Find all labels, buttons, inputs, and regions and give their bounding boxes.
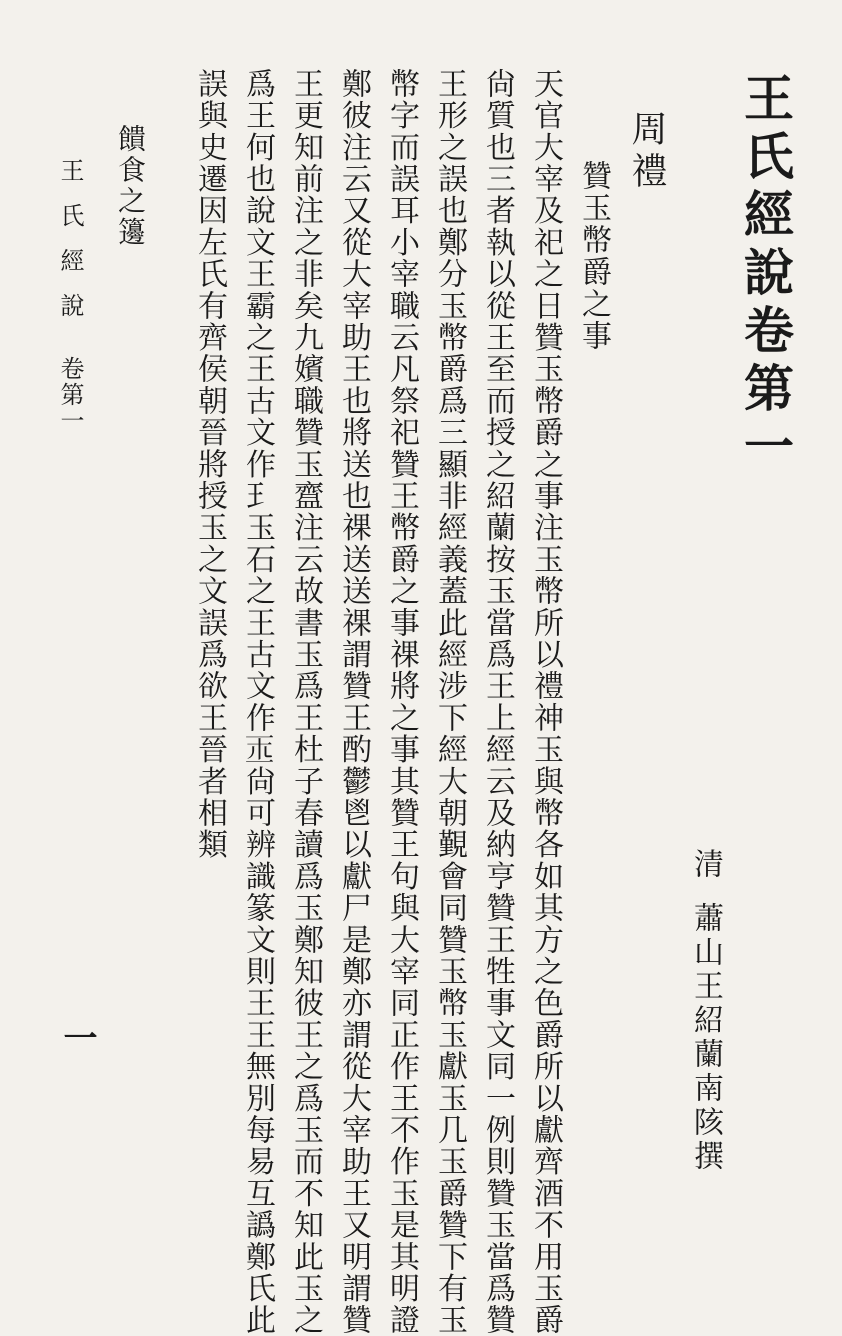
volume-title: 王氏經說卷第一 xyxy=(736,72,795,478)
margin-book-title xyxy=(58,158,82,434)
section-title: 周禮 xyxy=(626,110,667,194)
author-line xyxy=(688,848,723,1174)
body-column-3: 王形之誤也鄭分玉幣爵爲三顯非經義蓋此經涉下經大朝覲會同贊玉幣玉獻玉几玉爵贊下有玉 xyxy=(432,68,467,1336)
author-dynasty: 清 xyxy=(688,848,723,882)
margin-volume: 卷第一 xyxy=(56,356,84,434)
margin-title-text: 王氏經說 xyxy=(56,158,84,338)
page-number: 一 xyxy=(57,1020,97,1054)
body-column-2: 尙質也三者執以從王至而授之紹蘭按玉當爲王上經云及納亨贊王牲事文同一例則贊玉當爲贊 xyxy=(480,68,515,1336)
body-column-7: 爲王何也說文王霸之王古文作𤣩玉石之王古文作𤣪尙可辨識篆文則王王無別每易互譌鄭氏此 xyxy=(240,68,275,1336)
body-column-8: 誤與史遷因左氏有齊侯朝晉將授玉之文誤爲欲王晉者相類 xyxy=(192,68,227,861)
author-name: 蕭山王紹蘭南陔撰 xyxy=(688,902,723,1174)
body-column-6: 王更知前注之非矣九嬪職贊玉齍注云故書玉爲王杜子春讀爲玉鄭知彼王之爲玉而不知此玉之 xyxy=(288,68,323,1336)
body-column-5: 鄭彼注云又從大宰助王也將送也祼送送祼謂贊王酌鬱鬯以獻尸是鄭亦謂從大宰助王又明謂贊 xyxy=(336,68,371,1336)
entry-heading: 贊玉幣爵之事 xyxy=(576,160,611,352)
body-column-1: 天官大宰及祀之日贊玉幣爵之事注玉幣所以禮神玉與幣各如其方之色爵所以獻齊酒不用玉爵 xyxy=(528,68,563,1336)
body-column-4: 幣字而誤耳小宰職云凡祭祀贊王幣爵之事祼將之事其贊王句與大宰同正作王不作玉是其明證 xyxy=(384,68,419,1336)
next-entry-heading: 饋食之籩 xyxy=(114,124,147,248)
